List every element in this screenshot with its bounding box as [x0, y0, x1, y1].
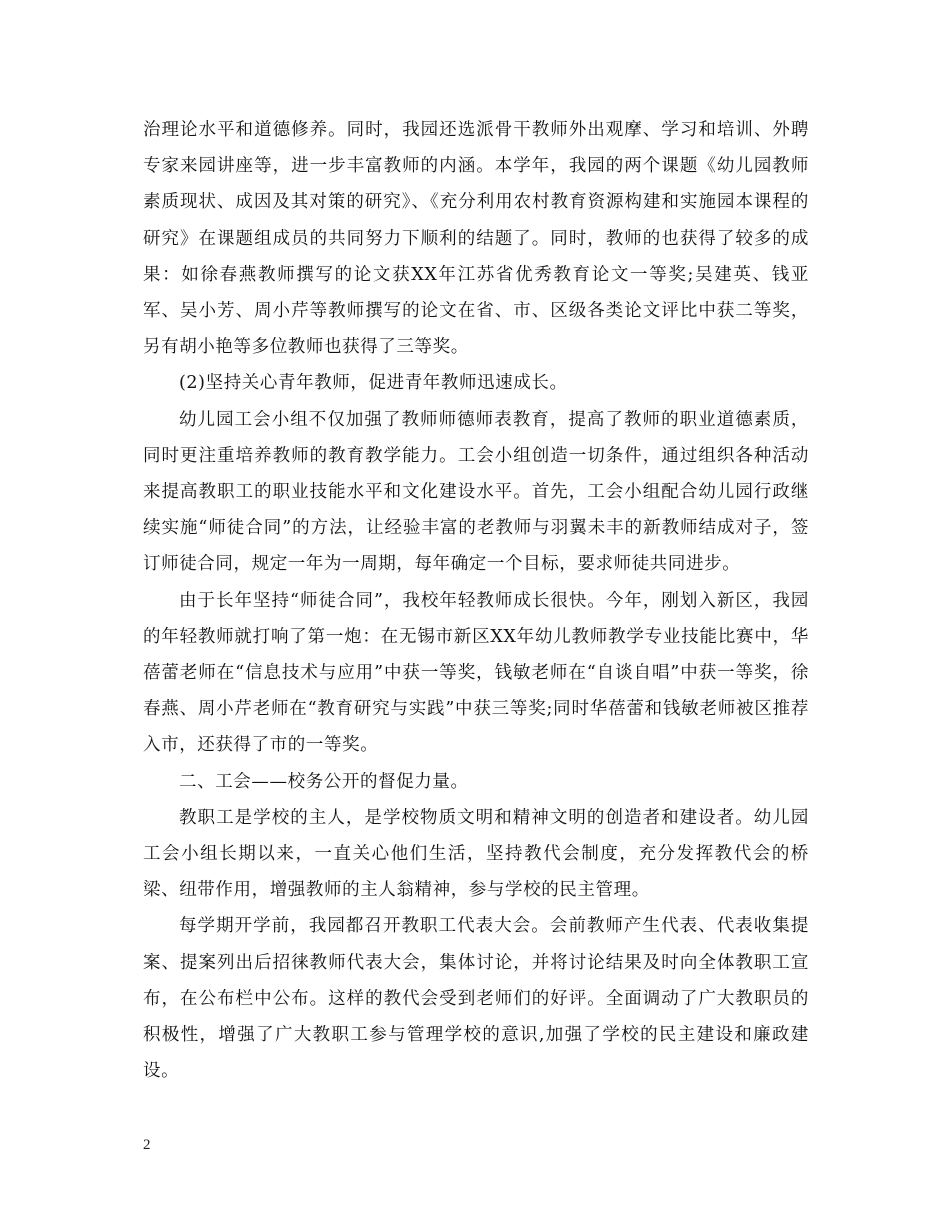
document-body: [143, 112, 809, 1089]
page-number: 2: [143, 1137, 151, 1153]
paragraph-staff-congress: 每学期开学前，我园都召开教职工代表大会。会前教师产生代表、代表收集提案、提案列出后招徕教师代表大会，集体讨论，并将讨论结果及时向全体教职工宣布，在公布栏中公布。这样的教代会受到老师们的好评。全面调动了广大教职员的积极性，增强了广大教职工参与管理学校的意识,加强了学校的民主建设和廉政建设。: [143, 916, 809, 1082]
paragraph-mentorship-results: 由于长年坚持“师徒合同”，我校年轻教师成长很快。今年，刚划入新区，我园的年轻教师就打响了第一炮：在无锡市新区XX年幼儿教师教学专业技能比赛中，华蓓蕾老师在“信息技术与应用”中获一等奖，钱敏老师在“自谈自唱”中获一等奖，徐春燕、周小芹老师在“教育研究与实践”中获三等奖;同时华蓓蕾和钱敏老师被区推荐入市，还获得了市的一等奖。: [143, 590, 809, 756]
subheading-young-teachers: (2)坚持关心青年教师，促进青年教师迅速成长。: [179, 373, 568, 394]
section-heading-school-affairs: 二、工会——校务公开的督促力量。: [179, 771, 469, 792]
paragraph-continuation: 治理论水平和道德修养。同时，我园还选派骨干教师外出观摩、学习和培训、外聘专家来园讲座等，进一步丰富教师的内涵。本学年，我园的两个课题《幼儿园教师素质现状、成因及其对策的研究》、《充分利用农村教育资源构建和实施园本课程的研究》在课题组成员的共同努力下顺利的结题了。同时，教师的也获得了较多的成果：如徐春燕教师撰写的论文获XX年江苏省优秀教育论文一等奖;吴建英、钱亚军、吴小芳、周小芹等教师撰写的论文在省、市、区级各类论文评比中获二等奖，另有胡小艳等多位教师也获得了三等奖。: [143, 120, 809, 358]
paragraph-union-training: 幼儿园工会小组不仅加强了教师师德师表教育，提高了教师的职业道德素质，同时更注重培养教师的教育教学能力。工会小组创造一切条件，通过组织各种活动来提高教职工的职业技能水平和文化建设水平。首先，工会小组配合幼儿园行政继续实施“师徒合同”的方法，让经验丰富的老教师与羽翼未丰的新教师结成对子，签订师徒合同，规定一年为一周期，每年确定一个目标，要求师徒共同进步。: [143, 409, 809, 575]
paragraph-staff-masters: 教职工是学校的主人，是学校物质文明和精神文明的创造者和建设者。幼儿园工会小组长期以来，一直关心他们生活，坚持教代会制度，充分发挥教代会的桥梁、纽带作用，增强教师的主人翁精神，参与学校的民主管理。: [143, 807, 809, 901]
